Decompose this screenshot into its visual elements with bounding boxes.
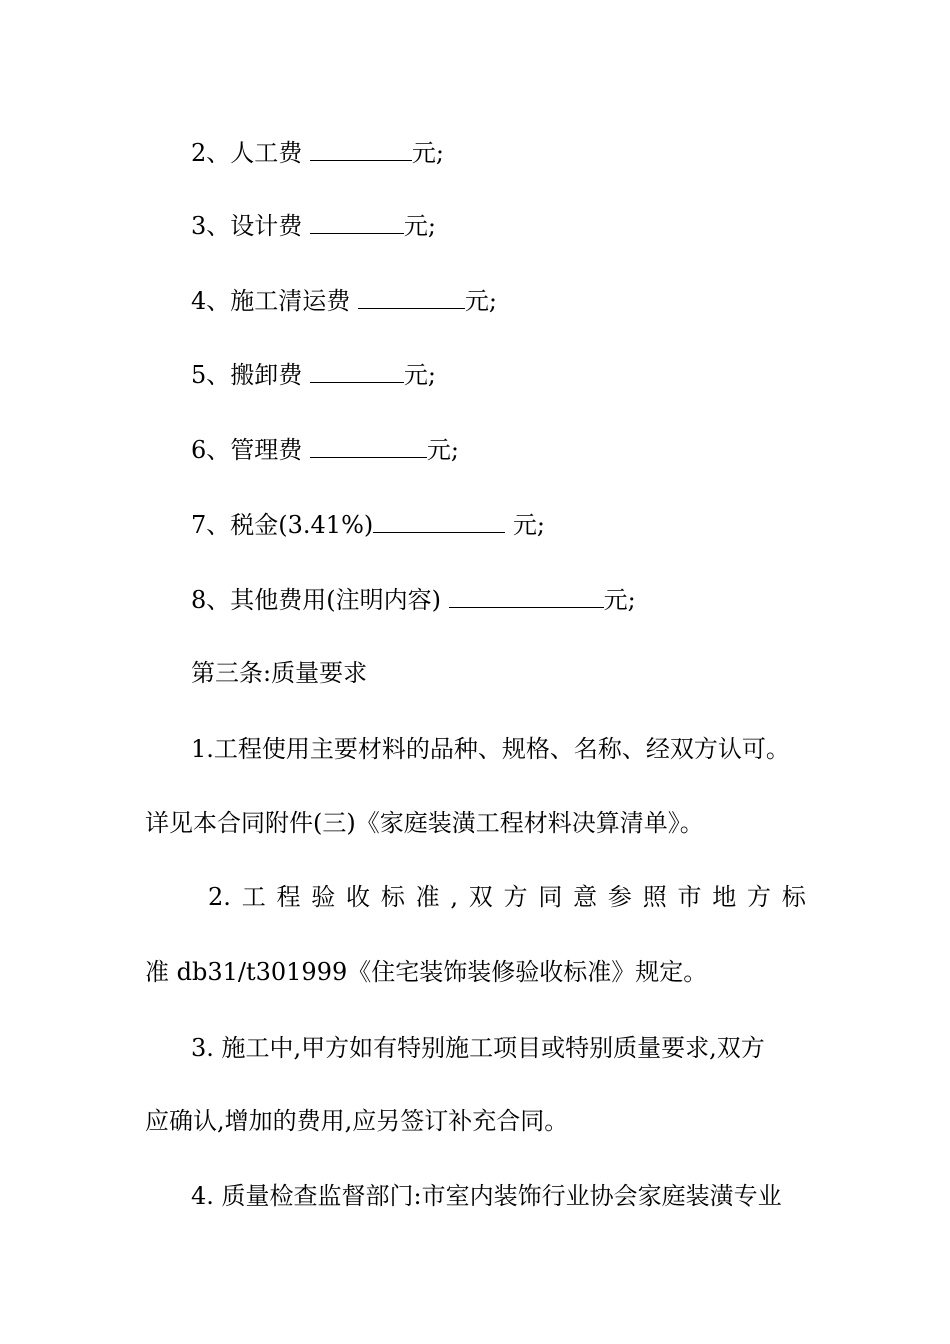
char: 标 — [781, 883, 806, 911]
char: 工 — [241, 883, 266, 911]
char: 准 — [415, 883, 440, 911]
char: 方 — [747, 883, 772, 911]
char: 市 — [677, 883, 702, 911]
char: 照 — [642, 883, 667, 911]
char: 验 — [311, 883, 336, 911]
fee-label: 3、设计费 — [191, 212, 310, 240]
fee-line-design — [191, 211, 436, 241]
section-title: 第三条:质量要求 — [191, 659, 368, 687]
item-4-line-1: 4. 质量检查监督部门:市室内装饰行业协会家庭装潢专业 — [191, 1182, 782, 1210]
fee-label: 4、施工清运费 — [191, 287, 358, 315]
char: 参 — [607, 883, 632, 911]
fill-in-blank — [449, 585, 604, 608]
fee-label: 6、管理费 — [191, 436, 310, 464]
char: 意 — [573, 883, 598, 911]
fill-in-blank — [373, 510, 505, 533]
fee-unit: 元; — [411, 139, 444, 167]
item-3-line-2: 应确认,增加的费用,应另签订补充合同。 — [145, 1107, 569, 1135]
fee-label: 2、人工费 — [191, 139, 310, 167]
char: 收 — [346, 883, 371, 911]
fee-unit: 元; — [403, 361, 436, 389]
fill-in-blank — [310, 360, 404, 383]
fee-unit: 元; — [426, 436, 459, 464]
fee-unit: 元; — [403, 212, 436, 240]
fee-line-moving — [191, 360, 436, 390]
fee-line-tax — [191, 510, 545, 540]
char: 双 — [468, 883, 493, 911]
fee-unit: 元; — [464, 287, 497, 315]
fill-in-blank — [310, 211, 404, 234]
item-1-line-2: 详见本合同附件(三)《家庭装潢工程材料决算清单》。 — [145, 809, 704, 837]
item-2-line-1 — [208, 882, 806, 912]
fee-label: 8、其他费用(注明内容) — [191, 586, 449, 614]
char: , — [450, 883, 459, 911]
char: 方 — [503, 883, 528, 911]
fee-label: 7、税金(3.41%) — [191, 511, 374, 539]
item-3-line-1: 3. 施工中,甲方如有特别施工项目或特别质量要求,双方 — [191, 1034, 765, 1062]
fee-line-management — [191, 435, 459, 465]
fee-line-other — [191, 585, 636, 615]
fee-label: 5、搬卸费 — [191, 361, 310, 389]
item-2-line-2: 准 db31/t301999《住宅装饰装修验收标准》规定。 — [145, 958, 708, 986]
char: 标 — [380, 883, 405, 911]
fill-in-blank — [358, 286, 465, 309]
char: 2. — [208, 883, 231, 911]
item-1-line-1: 1.工程使用主要材料的品种、规格、名称、经双方认可。 — [191, 735, 790, 763]
char: 程 — [276, 883, 301, 911]
fill-in-blank — [310, 138, 412, 161]
fill-in-blank — [310, 435, 427, 458]
fee-line-labor — [191, 138, 444, 168]
fee-unit: 元; — [603, 586, 636, 614]
char: 地 — [712, 883, 737, 911]
char: 同 — [538, 883, 563, 911]
fee-line-cleanup — [191, 286, 497, 316]
fee-unit: 元; — [505, 511, 545, 539]
